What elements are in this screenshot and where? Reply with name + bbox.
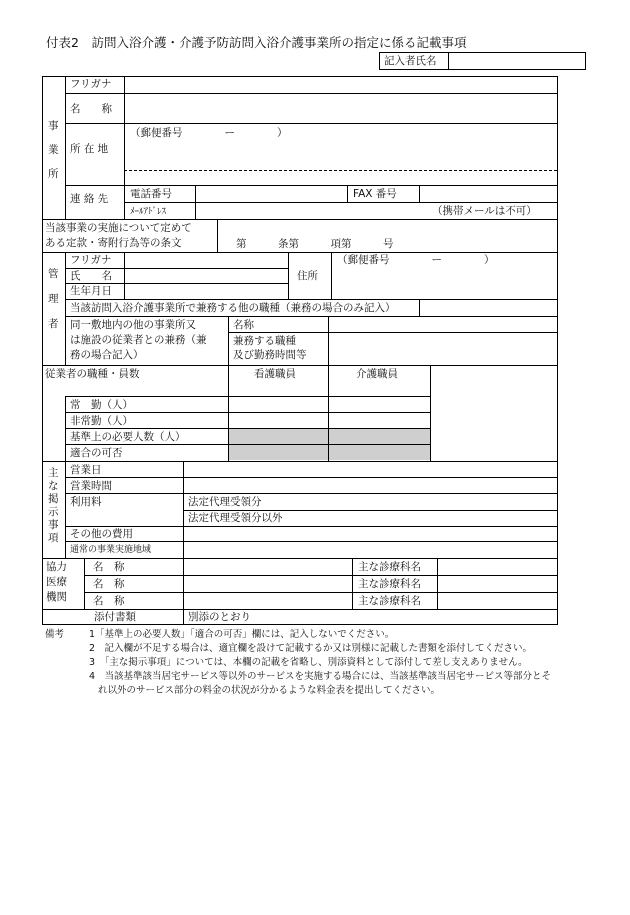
form-title: 付表2 訪問入浴介護・介護予防訪問入浴介護事業所の指定に係る記載事項	[46, 35, 467, 50]
office-furigana-field[interactable]	[126, 77, 556, 91]
medical-dept-label: 主な診療科名	[358, 595, 421, 607]
staff-row-label: 常 勤（人）	[70, 399, 133, 411]
manager-section-char: 管	[48, 268, 59, 280]
note-item: 3 「主な掲示事項」については、本欄の記載を省略し、別添資料として添付して差し支えありません。	[89, 657, 528, 668]
medical-section-label: 協力	[46, 561, 67, 573]
manager-furigana-label: フリガナ	[70, 254, 112, 266]
manager-address-field[interactable]	[333, 268, 556, 298]
manager-section-char: 者	[48, 318, 59, 330]
office-email-field[interactable]	[197, 203, 427, 218]
medical-dept-label: 主な診療科名	[358, 561, 421, 573]
office-address-field[interactable]	[126, 142, 556, 182]
attachments-value: 別添のとおり	[188, 611, 251, 623]
medical-name-field[interactable]	[185, 559, 351, 574]
staff-col-nurse: 看護職員	[254, 368, 296, 380]
manager-birthdate-label: 生年月日	[70, 285, 112, 297]
notice-fees-label: 利用料	[70, 496, 102, 508]
medical-dept-label: 主な診療科名	[358, 578, 421, 590]
notice-non-legal-field[interactable]	[300, 511, 556, 525]
office-address-label: 所 在 地	[70, 143, 109, 155]
manager-other-duty-field[interactable]	[421, 300, 556, 315]
notice-business-hours-label: 営業時間	[70, 480, 112, 492]
recorder-label: 記入者氏名	[384, 55, 437, 67]
recorder-name-field[interactable]	[450, 53, 584, 68]
office-contact-label: 連 絡 先	[70, 193, 109, 205]
articles-label-line1: 当該事業の実施について定めて	[45, 222, 192, 234]
office-name-label: 名 称	[70, 103, 112, 115]
staff-header: 従業者の職種・員数	[45, 368, 140, 380]
notice-legal-label: 法定代理受領分	[188, 496, 262, 508]
manager-concurrent-line2: は施設の従業者との兼務（兼	[70, 334, 207, 346]
medical-name-label: 名 称	[93, 578, 125, 590]
note-item: れ以外のサービス部分の料金の状況が分かるような料金表を提出してください。	[98, 685, 441, 696]
medical-section-label: 医療	[46, 576, 67, 588]
articles-value[interactable]: 第 条第 項第 号	[236, 238, 394, 250]
notice-section-char: 示	[48, 506, 59, 518]
note-item: 2 記入欄が不足する場合は、適宜欄を設けて記載するか又は別様に記載した書類を添付してください。	[89, 643, 533, 654]
notes-label: 備考	[45, 629, 65, 640]
manager-furigana-field[interactable]	[126, 253, 287, 267]
notice-section-char: 事	[48, 519, 59, 531]
notice-area-field[interactable]	[185, 542, 556, 557]
manager-concurrent-line3: 務の場合記入）	[70, 349, 144, 361]
manager-concurrent-duty-line1: 兼務する職種	[233, 335, 296, 347]
notice-section-char: な	[48, 480, 59, 492]
staff-fulltime-care-field[interactable]	[330, 397, 429, 411]
medical-dept-field[interactable]	[439, 559, 556, 574]
medical-section-label: 機関	[46, 591, 67, 603]
notice-legal-field[interactable]	[300, 494, 556, 509]
staff-fulltime-nurse-field[interactable]	[230, 397, 327, 411]
manager-concurrent-line1: 同一敷地内の他の事業所又	[70, 319, 196, 331]
notice-other-costs-field[interactable]	[185, 527, 556, 540]
notice-section-char: 項	[48, 532, 59, 544]
manager-section-char: 理	[48, 293, 59, 305]
manager-concurrent-duty-field[interactable]	[330, 333, 556, 364]
staff-col-care: 介護職員	[356, 368, 398, 380]
medical-dept-field[interactable]	[439, 593, 556, 608]
manager-name-field[interactable]	[126, 269, 287, 282]
staff-row-label: 非常勤（人）	[70, 415, 133, 427]
staff-row-label: 基準上の必要人数（人）	[70, 431, 186, 443]
manager-other-duty-label: 当該訪問入浴介護事業所で兼務する他の職種（兼務の場合のみ記入）	[70, 302, 396, 314]
office-email-label: ﾒｰﾙｱﾄﾞﾚｽ	[130, 207, 167, 217]
medical-name-label: 名 称	[93, 595, 125, 607]
manager-postal-label: （郵便番号 ー ）	[337, 254, 495, 266]
staff-row-label: 適合の可否	[70, 447, 123, 459]
manager-concurrent-duty-line2: 及び勤務時間等	[233, 349, 307, 361]
articles-label-line2: ある定款・寄附行為等の条文	[45, 237, 182, 249]
notice-section-char: 主	[48, 467, 59, 479]
staff-parttime-care-field[interactable]	[330, 413, 429, 427]
office-phone-field[interactable]	[197, 186, 346, 201]
note-item: 1「基準上の必要人数」「適合の可否」欄には、記入しないでください。	[89, 629, 395, 640]
manager-concurrent-name-field[interactable]	[330, 317, 556, 331]
staff-parttime-nurse-field[interactable]	[230, 413, 327, 427]
office-section-char: 業	[48, 144, 59, 156]
medical-name-label: 名 称	[93, 561, 125, 573]
office-fax-label: FAX 番号	[353, 188, 397, 200]
manager-birthdate-field[interactable]	[126, 284, 287, 298]
manager-concurrent-name-label: 名称	[233, 319, 254, 331]
note-item: 4 当該基準該当居宅サービス等以外のサービスを実施する場合には、当該基準該当居宅サービス等部分とそ	[89, 671, 552, 682]
office-section-char: 所	[48, 168, 59, 180]
office-name-field[interactable]	[126, 94, 556, 122]
office-section-char: 事	[48, 120, 59, 132]
office-phone-label: 電話番号	[130, 188, 172, 200]
notice-non-legal-label: 法定代理受領分以外	[188, 512, 283, 524]
notice-section-char: 掲	[48, 493, 59, 505]
notice-other-costs-label: その他の費用	[70, 528, 133, 540]
office-mobile-note: （携帯メールは不可）	[432, 205, 537, 217]
medical-name-field[interactable]	[185, 593, 351, 608]
office-postal-label: （郵便番号 ー ）	[130, 127, 288, 139]
attachments-label: 添付書類	[94, 611, 136, 623]
notice-business-days-label: 営業日	[70, 464, 102, 476]
notice-area-label: 通常の事業実施地域	[70, 545, 152, 555]
medical-dept-field[interactable]	[439, 576, 556, 591]
office-fax-field[interactable]	[421, 186, 556, 201]
manager-address-label: 住所	[297, 270, 318, 282]
office-furigana-label: フリガナ	[70, 78, 112, 90]
manager-name-label: 氏 名	[70, 270, 112, 282]
notice-business-hours-field[interactable]	[185, 478, 556, 492]
notice-business-days-field[interactable]	[185, 462, 556, 476]
medical-name-field[interactable]	[185, 576, 351, 591]
